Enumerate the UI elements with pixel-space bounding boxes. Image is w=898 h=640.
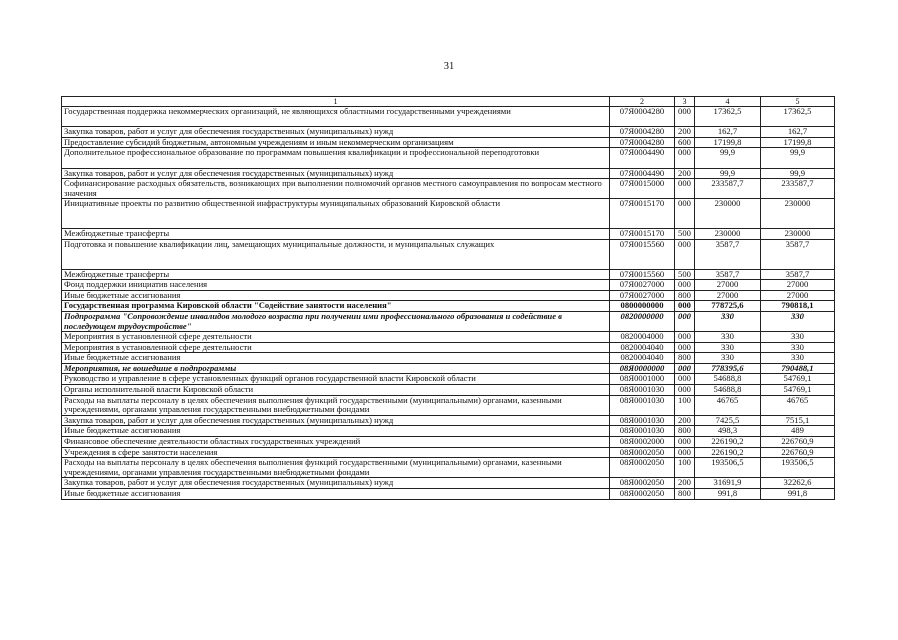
cell-name: Подготовка и повышение квалификации лиц, замещающих муниципальные должности, и муниципальных служащих <box>62 239 610 269</box>
cell-code: 08Я0000000 <box>610 363 675 374</box>
cell-expense-type: 000 <box>675 107 695 127</box>
cell-expense-type: 000 <box>675 437 695 448</box>
cell-value-1: 330 <box>695 311 761 331</box>
cell-name: Мероприятия в установленной сфере деятельности <box>62 342 610 353</box>
cell-expense-type: 000 <box>675 363 695 374</box>
cell-value-2: 193506,5 <box>761 458 835 478</box>
cell-value-1: 778395,6 <box>695 363 761 374</box>
table-row <box>62 447 835 458</box>
cell-value-2: 790818,1 <box>761 301 835 312</box>
table-row <box>62 199 835 229</box>
cell-value-2: 790488,1 <box>761 363 835 374</box>
cell-code: 08Я0002050 <box>610 458 675 478</box>
cell-value-2: 54769,1 <box>761 385 835 396</box>
table-row <box>62 489 835 500</box>
cell-expense-type: 000 <box>675 311 695 331</box>
cell-value-2: 27000 <box>761 280 835 291</box>
cell-value-1: 54688,8 <box>695 374 761 385</box>
cell-name: Мероприятия в установленной сфере деятельности <box>62 332 610 343</box>
header-cell-vr: 3 <box>675 97 695 107</box>
cell-code: 0820004000 <box>610 332 675 343</box>
table-row <box>62 363 835 374</box>
cell-name: Закупка товаров, работ и услуг для обеспечения государственных (муниципальных) нужд <box>62 168 610 179</box>
cell-name: Финансовое обеспечение деятельности областных государственных учреждений <box>62 437 610 448</box>
table-row <box>62 342 835 353</box>
cell-name: Подпрограмма "Сопровождение инвалидов молодого возраста при получении ими профессионального образования и содействие в последующем трудоустройстве" <box>62 311 610 331</box>
cell-value-1: 233587,7 <box>695 179 761 199</box>
table-row <box>62 478 835 489</box>
table-row <box>62 269 835 280</box>
cell-expense-type: 200 <box>675 127 695 138</box>
cell-expense-type: 000 <box>675 374 695 385</box>
cell-code: 08Я0002050 <box>610 447 675 458</box>
cell-value-2: 7515,1 <box>761 415 835 426</box>
cell-expense-type: 100 <box>675 458 695 478</box>
cell-code: 07Я0015560 <box>610 269 675 280</box>
cell-code: 07Я0015170 <box>610 199 675 229</box>
cell-code: 07Я0004490 <box>610 168 675 179</box>
cell-value-1: 54688,8 <box>695 385 761 396</box>
cell-value-1: 7425,5 <box>695 415 761 426</box>
cell-value-2: 330 <box>761 353 835 364</box>
cell-name: Межбюджетные трансферты <box>62 229 610 240</box>
header-cell-value-1: 4 <box>695 97 761 107</box>
table-row <box>62 395 835 415</box>
cell-value-1: 778725,6 <box>695 301 761 312</box>
budget-table <box>61 96 835 500</box>
cell-value-1: 330 <box>695 342 761 353</box>
table-row <box>62 458 835 478</box>
cell-name: Инициативные проекты по развитию общественной инфраструктуры муниципальных образований Кировской области <box>62 199 610 229</box>
cell-value-1: 230000 <box>695 229 761 240</box>
cell-code: 07Я0004280 <box>610 127 675 138</box>
cell-expense-type: 800 <box>675 290 695 301</box>
cell-name: Учреждения в сфере занятости населения <box>62 447 610 458</box>
cell-expense-type: 000 <box>675 148 695 168</box>
cell-code: 08Я0001030 <box>610 415 675 426</box>
cell-code: 08Я0001030 <box>610 395 675 415</box>
cell-value-2: 3587,7 <box>761 239 835 269</box>
cell-expense-type: 000 <box>675 447 695 458</box>
cell-value-2: 27000 <box>761 290 835 301</box>
cell-value-2: 46765 <box>761 395 835 415</box>
table-row <box>62 385 835 396</box>
cell-value-1: 3587,7 <box>695 239 761 269</box>
table-row <box>62 179 835 199</box>
cell-value-1: 99,9 <box>695 168 761 179</box>
cell-expense-type: 800 <box>675 489 695 500</box>
table-row <box>62 353 835 364</box>
cell-name: Предоставление субсидий бюджетным, автономным учреждениям и иным некоммерческим организациям <box>62 137 610 148</box>
cell-code: 0820000000 <box>610 311 675 331</box>
cell-value-2: 330 <box>761 332 835 343</box>
cell-name: Государственная программа Кировской области "Содействие занятости населения" <box>62 301 610 312</box>
table-row <box>62 290 835 301</box>
cell-value-1: 193506,5 <box>695 458 761 478</box>
cell-expense-type: 000 <box>675 385 695 396</box>
cell-name: Расходы на выплаты персоналу в целях обеспечения выполнения функций государственными (муниципальными) органами, казенными учреждениями, органами управления государственными внебюджетными фондами <box>62 395 610 415</box>
cell-expense-type: 500 <box>675 229 695 240</box>
cell-expense-type: 000 <box>675 342 695 353</box>
cell-name: Закупка товаров, работ и услуг для обеспечения государственных (муниципальных) нужд <box>62 127 610 138</box>
cell-name: Иные бюджетные ассигнования <box>62 426 610 437</box>
cell-code: 07Я0004280 <box>610 107 675 127</box>
cell-value-2: 17199,8 <box>761 137 835 148</box>
cell-name: Руководство и управление в сфере установленных функций органов государственной власти Кировской области <box>62 374 610 385</box>
table-row <box>62 148 835 168</box>
cell-value-2: 226760,9 <box>761 437 835 448</box>
cell-value-2: 233587,7 <box>761 179 835 199</box>
cell-expense-type: 000 <box>675 179 695 199</box>
cell-code: 08Я0001030 <box>610 426 675 437</box>
table-row <box>62 229 835 240</box>
cell-name: Расходы на выплаты персоналу в целях обеспечения выполнения функций государственными (муниципальными) органами, казенными учреждениями, органами управления государственными внебюджетными фондами <box>62 458 610 478</box>
cell-value-2: 99,9 <box>761 148 835 168</box>
cell-expense-type: 000 <box>675 332 695 343</box>
cell-value-1: 330 <box>695 353 761 364</box>
header-row <box>62 97 835 107</box>
cell-value-2: 991,8 <box>761 489 835 500</box>
cell-code: 07Я0015560 <box>610 239 675 269</box>
table-row <box>62 415 835 426</box>
cell-code: 07Я0015000 <box>610 179 675 199</box>
cell-code: 07Я0027000 <box>610 280 675 291</box>
page-number: 31 <box>443 61 455 72</box>
cell-value-2: 330 <box>761 311 835 331</box>
cell-name: Дополнительное профессиональное образование по программам повышения квалификации и профессиональной переподготовки <box>62 148 610 168</box>
table-row <box>62 239 835 269</box>
cell-value-2: 99,9 <box>761 168 835 179</box>
cell-value-2: 230000 <box>761 199 835 229</box>
cell-value-2: 162,7 <box>761 127 835 138</box>
cell-value-2: 32262,6 <box>761 478 835 489</box>
table-row <box>62 127 835 138</box>
cell-value-1: 17362,5 <box>695 107 761 127</box>
table-body <box>62 97 835 500</box>
cell-code: 08Я0002050 <box>610 489 675 500</box>
cell-name: Органы исполнительной власти Кировской области <box>62 385 610 396</box>
cell-name: Софинансирование расходных обязательств, возникающих при выполнении полномочий органов местного самоуправления по вопросам местного значения <box>62 179 610 199</box>
cell-value-2: 54769,1 <box>761 374 835 385</box>
cell-name: Фонд поддержки инициатив населения <box>62 280 610 291</box>
cell-expense-type: 200 <box>675 478 695 489</box>
table-row <box>62 280 835 291</box>
cell-name: Иные бюджетные ассигнования <box>62 353 610 364</box>
cell-code: 08Я0001030 <box>610 385 675 396</box>
cell-value-2: 230000 <box>761 229 835 240</box>
cell-code: 08Я0001000 <box>610 374 675 385</box>
cell-value-1: 230000 <box>695 199 761 229</box>
cell-value-1: 17199,8 <box>695 137 761 148</box>
header-cell-value-2: 5 <box>761 97 835 107</box>
cell-value-1: 226190,2 <box>695 447 761 458</box>
header-cell-code: 2 <box>610 97 675 107</box>
cell-value-2: 226760,9 <box>761 447 835 458</box>
cell-value-1: 31691,9 <box>695 478 761 489</box>
cell-value-1: 27000 <box>695 290 761 301</box>
table-row <box>62 137 835 148</box>
cell-expense-type: 000 <box>675 301 695 312</box>
table-row <box>62 301 835 312</box>
cell-value-1: 46765 <box>695 395 761 415</box>
cell-value-2: 330 <box>761 342 835 353</box>
cell-name: Межбюджетные трансферты <box>62 269 610 280</box>
table-row <box>62 311 835 331</box>
cell-value-1: 330 <box>695 332 761 343</box>
cell-name: Иные бюджетные ассигнования <box>62 290 610 301</box>
table-row <box>62 332 835 343</box>
cell-code: 07Я0004490 <box>610 148 675 168</box>
cell-value-2: 3587,7 <box>761 269 835 280</box>
cell-value-2: 17362,5 <box>761 107 835 127</box>
cell-code: 07Я0027000 <box>610 290 675 301</box>
cell-expense-type: 000 <box>675 280 695 291</box>
cell-value-1: 99,9 <box>695 148 761 168</box>
cell-name: Мероприятия, не вошедшие в подпрограммы <box>62 363 610 374</box>
cell-value-1: 226190,2 <box>695 437 761 448</box>
table-row <box>62 426 835 437</box>
cell-code: 0820004040 <box>610 353 675 364</box>
cell-name: Иные бюджетные ассигнования <box>62 489 610 500</box>
cell-value-1: 27000 <box>695 280 761 291</box>
cell-code: 08Я0002050 <box>610 478 675 489</box>
cell-expense-type: 100 <box>675 395 695 415</box>
cell-value-1: 991,8 <box>695 489 761 500</box>
cell-expense-type: 800 <box>675 353 695 364</box>
cell-expense-type: 500 <box>675 269 695 280</box>
cell-expense-type: 200 <box>675 415 695 426</box>
cell-value-1: 498,3 <box>695 426 761 437</box>
cell-code: 07Я0004280 <box>610 137 675 148</box>
cell-code: 0800000000 <box>610 301 675 312</box>
cell-name: Закупка товаров, работ и услуг для обеспечения государственных (муниципальных) нужд <box>62 478 610 489</box>
cell-code: 0820004040 <box>610 342 675 353</box>
cell-code: 07Я0015170 <box>610 229 675 240</box>
cell-name: Закупка товаров, работ и услуг для обеспечения государственных (муниципальных) нужд <box>62 415 610 426</box>
cell-expense-type: 600 <box>675 137 695 148</box>
cell-expense-type: 000 <box>675 199 695 229</box>
table-row <box>62 437 835 448</box>
cell-expense-type: 200 <box>675 168 695 179</box>
cell-value-1: 3587,7 <box>695 269 761 280</box>
cell-expense-type: 800 <box>675 426 695 437</box>
table-row <box>62 374 835 385</box>
cell-name: Государственная поддержка некоммерческих организаций, не являющихся областными государственными учреждениями <box>62 107 610 127</box>
cell-code: 08Я0002000 <box>610 437 675 448</box>
cell-expense-type: 000 <box>675 239 695 269</box>
cell-value-1: 162,7 <box>695 127 761 138</box>
table-row <box>62 107 835 127</box>
header-cell-name: 1 <box>62 97 610 107</box>
table-row <box>62 168 835 179</box>
cell-value-2: 489 <box>761 426 835 437</box>
